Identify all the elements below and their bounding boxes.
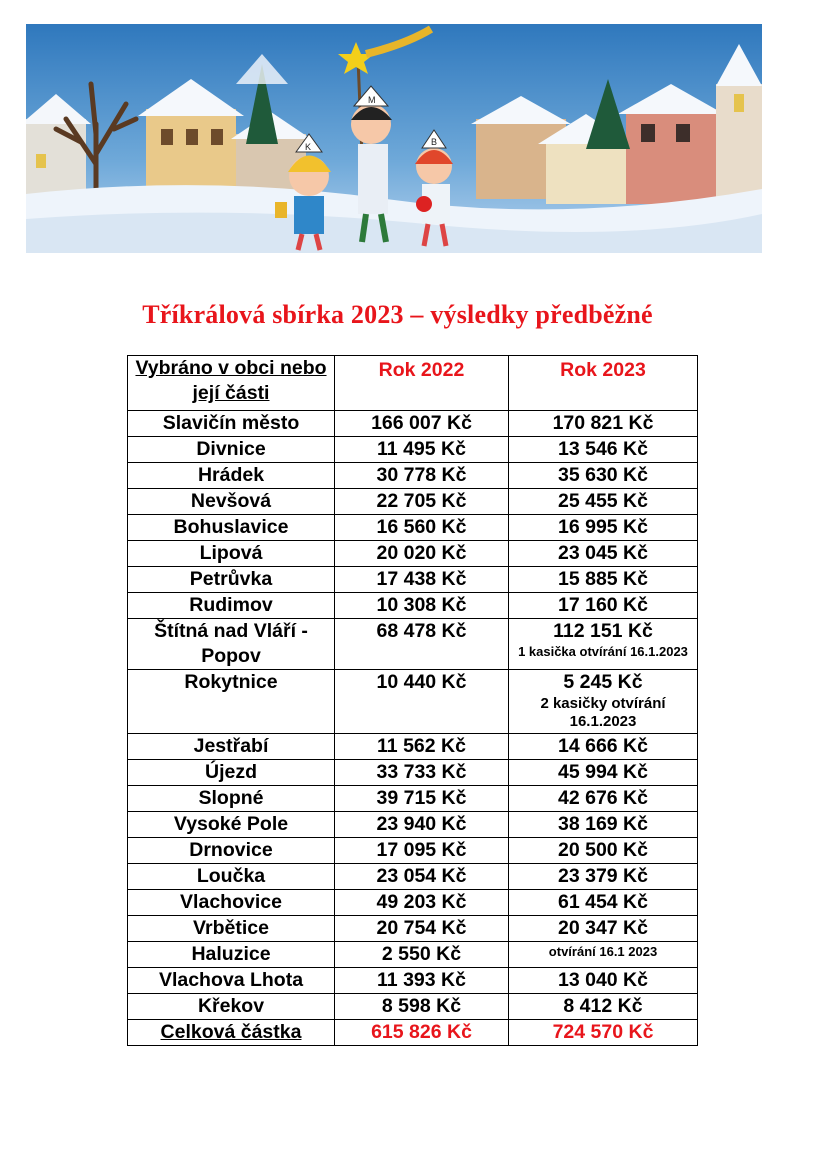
location-name: Rokytnice: [128, 670, 335, 734]
amount-2023: [509, 734, 698, 760]
location-name: Vrbětice: [128, 916, 335, 942]
amount-2023: [509, 942, 698, 968]
table-row: [128, 994, 698, 1020]
location-name: Slavičín město: [128, 411, 335, 437]
location-name: Divnice: [128, 437, 335, 463]
amount-2023-value: 17 160 Kč: [558, 594, 648, 616]
table-row: [128, 670, 698, 734]
amount-2023-value: 8 412 Kč: [563, 995, 643, 1017]
table-row: [128, 786, 698, 812]
amount-2023: [509, 916, 698, 942]
amount-2023-value: 35 630 Kč: [558, 464, 648, 486]
amount-2023-value: 13 040 Kč: [558, 969, 648, 991]
location-name: Petrůvka: [128, 567, 335, 593]
table-row: [128, 734, 698, 760]
amount-2022: 16 560 Kč: [335, 515, 509, 541]
amount-2023-value: 15 885 Kč: [558, 568, 648, 590]
hat-letter-b: B: [431, 137, 438, 147]
amount-2023: [509, 411, 698, 437]
amount-2023-note: otvírání 16.1 2023: [548, 944, 658, 959]
table-row: [128, 968, 698, 994]
amount-2023: [509, 593, 698, 619]
amount-2022: 20 020 Kč: [335, 541, 509, 567]
amount-2022: 49 203 Kč: [335, 890, 509, 916]
location-name: Vlachova Lhota: [128, 968, 335, 994]
amount-2023-value: 20 347 Kč: [558, 917, 648, 939]
location-name: Štítná nad Vláří - Popov: [128, 619, 335, 670]
table-row: [128, 760, 698, 786]
amount-2023: [509, 619, 698, 670]
amount-2023: [509, 864, 698, 890]
amount-2022: 22 705 Kč: [335, 489, 509, 515]
total-2022: 615 826 Kč: [335, 1020, 509, 1046]
amount-2022: 11 393 Kč: [335, 968, 509, 994]
table-header-row: [128, 356, 698, 411]
amount-2023: [509, 515, 698, 541]
table-row: [128, 864, 698, 890]
amount-2022: 166 007 Kč: [335, 411, 509, 437]
location-name: Jestřabí: [128, 734, 335, 760]
amount-2023-value: 45 994 Kč: [558, 761, 648, 783]
hat-letter-k: K: [305, 142, 312, 152]
total-2023: 724 570 Kč: [509, 1020, 698, 1046]
location-name: Loučka: [128, 864, 335, 890]
location-name: Nevšová: [128, 489, 335, 515]
amount-2023-value: 25 455 Kč: [558, 490, 648, 512]
table-row: [128, 890, 698, 916]
amount-2023: [509, 670, 698, 734]
amount-2022: 11 562 Kč: [335, 734, 509, 760]
location-name: Vlachovice: [128, 890, 335, 916]
hat-letter-m: M: [368, 95, 376, 105]
amount-2023-value: 23 045 Kč: [558, 542, 648, 564]
table-row: [128, 916, 698, 942]
column-header-2023: Rok 2023: [509, 356, 698, 411]
amount-2023-value: 16 995 Kč: [558, 516, 648, 538]
location-name: Rudimov: [128, 593, 335, 619]
amount-2023: [509, 994, 698, 1020]
location-name: Drnovice: [128, 838, 335, 864]
total-label: Celková částka: [128, 1020, 335, 1046]
amount-2023: [509, 890, 698, 916]
page-title: Tříkrálová sbírka 2023 – výsledky předběžné: [142, 300, 653, 329]
location-name: Haluzice: [128, 942, 335, 968]
location-name: Újezd: [128, 760, 335, 786]
table-row: [128, 437, 698, 463]
amount-2023: [509, 437, 698, 463]
amount-2023-value: 5 245 Kč: [563, 671, 643, 693]
amount-2022: 39 715 Kč: [335, 786, 509, 812]
amount-2023-value: 61 454 Kč: [558, 891, 648, 913]
table-row: [128, 515, 698, 541]
location-name: Lipová: [128, 541, 335, 567]
amount-2022: 2 550 Kč: [335, 942, 509, 968]
amount-2023: [509, 760, 698, 786]
location-name: Slopné: [128, 786, 335, 812]
total-row: [128, 1020, 698, 1046]
location-name: Křekov: [128, 994, 335, 1020]
amount-2023-value: 170 821 Kč: [552, 412, 654, 434]
amount-2022: 33 733 Kč: [335, 760, 509, 786]
three-kings-winter-village-illustration: [26, 24, 762, 253]
amount-2022: 17 438 Kč: [335, 567, 509, 593]
header-illustration: [26, 24, 762, 253]
location-name: Vysoké Pole: [128, 812, 335, 838]
table-row: [128, 541, 698, 567]
table-row: [128, 838, 698, 864]
column-header-location: Vybráno v obci nebo její části: [128, 356, 335, 411]
amount-2022: 20 754 Kč: [335, 916, 509, 942]
location-name: Bohuslavice: [128, 515, 335, 541]
table-row: [128, 812, 698, 838]
table-row: [128, 489, 698, 515]
amount-2023: [509, 838, 698, 864]
table-row: [128, 619, 698, 670]
amount-2023: [509, 786, 698, 812]
location-name: Hrádek: [128, 463, 335, 489]
column-header-2022: Rok 2022: [335, 356, 509, 411]
amount-2023: [509, 463, 698, 489]
amount-2023: [509, 541, 698, 567]
amount-2023: [509, 567, 698, 593]
amount-2023-value: 20 500 Kč: [558, 839, 648, 861]
amount-2023-value: 42 676 Kč: [558, 787, 648, 809]
amount-2023-value: 112 151 Kč: [553, 620, 653, 642]
amount-2023: [509, 968, 698, 994]
amount-2023-note: 1 kasička otvírání 16.1.2023: [518, 644, 688, 659]
amount-2023-note: 2 kasičky otvírání 16.1.2023: [540, 695, 666, 730]
amount-2022: 23 940 Kč: [335, 812, 509, 838]
table-row: [128, 567, 698, 593]
amount-2023-value: 38 169 Kč: [558, 813, 648, 835]
table-row: [128, 593, 698, 619]
amount-2022: 17 095 Kč: [335, 838, 509, 864]
amount-2022: 23 054 Kč: [335, 864, 509, 890]
amount-2022: 30 778 Kč: [335, 463, 509, 489]
amount-2022: 10 440 Kč: [335, 670, 509, 734]
amount-2023: [509, 812, 698, 838]
amount-2023-value: 23 379 Kč: [558, 865, 648, 887]
table-row: [128, 463, 698, 489]
amount-2023-value: 13 546 Kč: [558, 438, 648, 460]
amount-2022: 8 598 Kč: [335, 994, 509, 1020]
amount-2023: [509, 489, 698, 515]
amount-2023-value: 14 666 Kč: [558, 735, 648, 757]
table-row: [128, 942, 698, 968]
amount-2022: 10 308 Kč: [335, 593, 509, 619]
collection-results-table: [127, 355, 698, 1046]
amount-2022: 68 478 Kč: [335, 619, 509, 670]
amount-2022: 11 495 Kč: [335, 437, 509, 463]
table-row: [128, 411, 698, 437]
